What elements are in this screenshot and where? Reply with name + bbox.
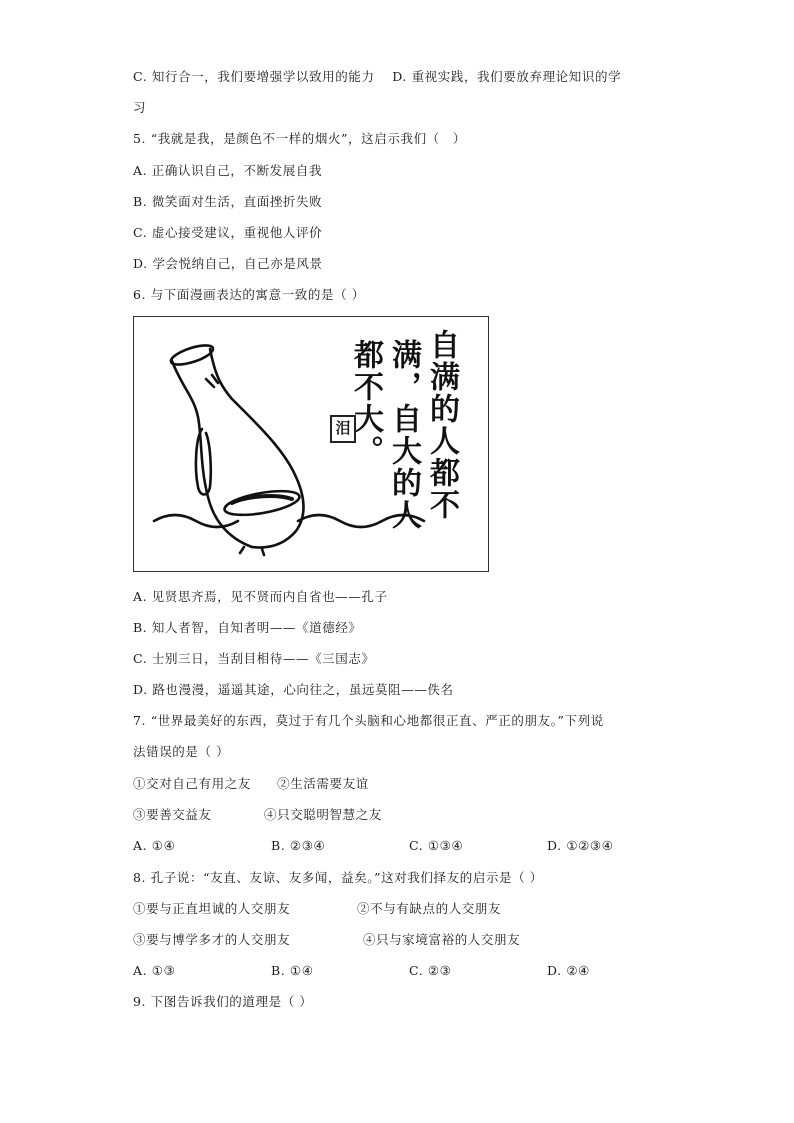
q8-option-d: D. ②④ (547, 963, 590, 978)
cartoon-frame (133, 316, 489, 572)
q7-statements-2: ③要善交益友 ④只交聪明智慧之友 (133, 807, 382, 822)
q6-option-c: C. 士别三日，当刮目相待——《三国志》 (133, 651, 375, 666)
q8-statement-2: ②不与有缺点的人交朋友 (357, 901, 502, 916)
q8-option-b: B. ①④ (271, 963, 314, 978)
question-7-cont: 法错误的是（ ） (133, 744, 230, 759)
q8-statement-3: ③要与博学多才的人交朋友 (133, 932, 291, 947)
cartoon-caption-col2: 满，自大的人 (386, 339, 421, 531)
q4-option-d-cont: 习 (133, 100, 147, 115)
q7-option-c: C. ①③④ (409, 838, 464, 853)
artist-seal: 泪 (330, 415, 356, 443)
question-5: 5. “我就是我，是颜色不一样的烟火”，这启示我们（ ） (133, 131, 466, 146)
q5-option-c: C. 虚心接受建议，重视他人评价 (133, 225, 323, 240)
cartoon-caption-col3: 都不大。 (348, 339, 383, 467)
question-8: 8. 孔子说：“友直、友谅、友多闻，益矣。”这对我们择友的启示是（ ） (133, 870, 543, 885)
q8-statement-1: ①要与正直坦诚的人交朋友 (133, 901, 291, 916)
cartoon-caption-col1: 自满的人都不 (424, 329, 459, 521)
q8-statement-4: ④只与家境富裕的人交朋友 (363, 932, 521, 947)
q6-option-d: D. 路也漫漫，遥遥其途，心向往之，虽远莫阻——佚名 (133, 682, 454, 697)
q5-option-a: A. 正确认识自己，不断发展自我 (133, 163, 323, 178)
q4-option-cd: C. 知行合一，我们要增强学以致用的能力 D. 重视实践，我们要放弃理论知识的学 (133, 69, 622, 84)
q5-option-d: D. 学会悦纳自己，自己亦是风景 (133, 256, 323, 271)
q7-option-b: B. ②③④ (271, 838, 326, 853)
q8-option-c: C. ②③ (409, 963, 452, 978)
q8-option-a: A. ①③ (133, 963, 176, 978)
q7-option-a: A. ①④ (133, 838, 176, 853)
question-9: 9. 下图告诉我们的道理是（ ） (133, 994, 313, 1009)
q7-statements-1: ①交对自己有用之友 ②生活需要友谊 (133, 776, 369, 791)
q7-option-d: D. ①②③④ (547, 838, 614, 853)
q5-option-b: B. 微笑面对生活，直面挫折失败 (133, 194, 323, 209)
q6-option-b: B. 知人者智，自知者明——《道德经》 (133, 620, 362, 635)
question-6: 6. 与下面漫画表达的寓意一致的是（ ） (133, 287, 365, 302)
q6-option-a: A. 见贤思齐焉，见不贤而内自省也——孔子 (133, 589, 388, 604)
question-7: 7. “世界最美好的东西，莫过于有几个头脑和心地都很正直、严正的朋友。”下列说 (133, 713, 604, 728)
